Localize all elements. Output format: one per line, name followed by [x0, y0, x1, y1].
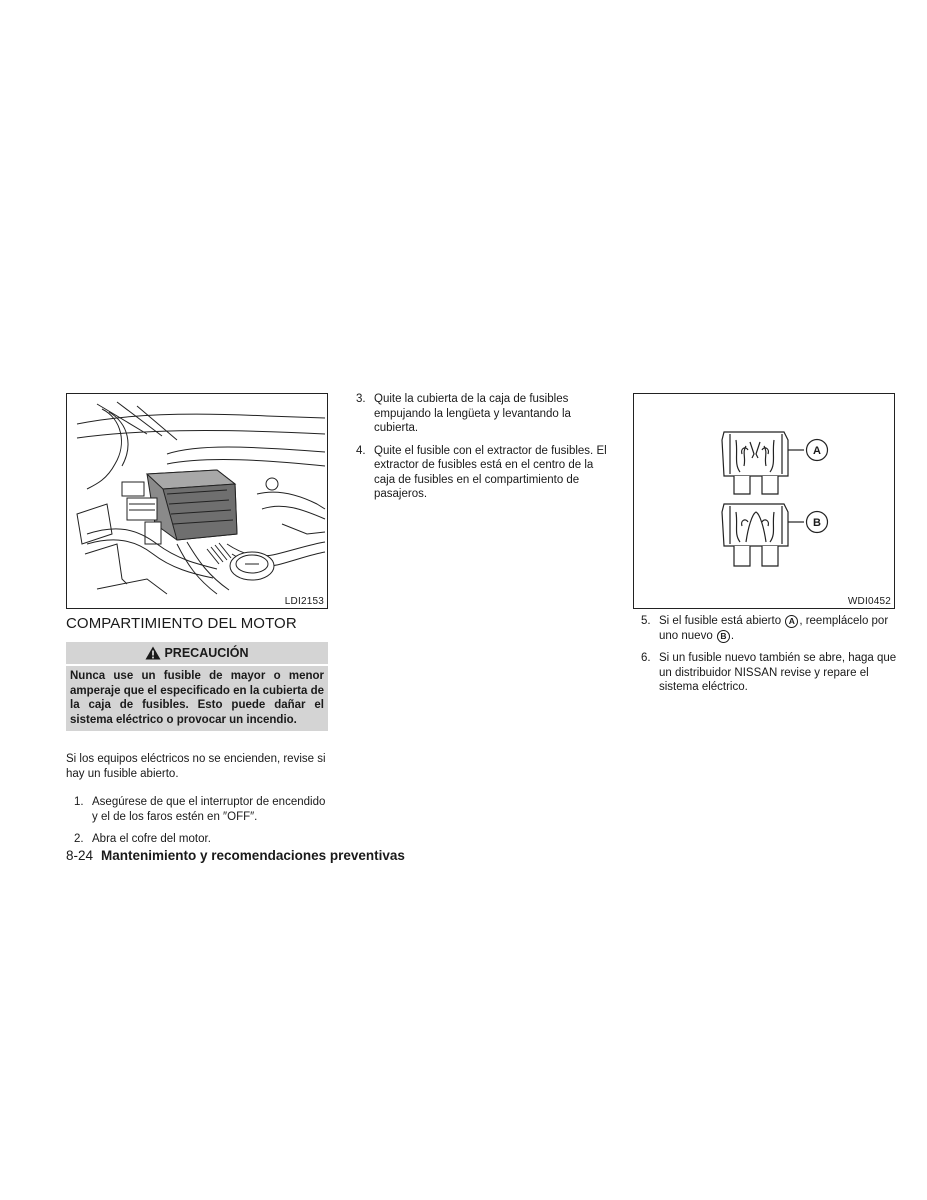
ref-b-badge: B	[717, 630, 730, 643]
step-5	[641, 614, 897, 643]
page-footer	[66, 848, 405, 864]
step-text: Asegúrese de que el interruptor de encendido y el de los faros estén en ″OFF″.	[92, 796, 326, 823]
step-number: 2.	[74, 833, 84, 845]
step-text	[659, 614, 897, 643]
step-number: 6.	[641, 652, 651, 664]
step-text: Quite la cubierta de la caja de fusibles empujando la lengüeta y levantando la cubierta.	[374, 393, 571, 434]
middle-column-text	[356, 392, 613, 502]
step-number: 1.	[74, 796, 84, 808]
step-4	[356, 444, 613, 502]
callout-b: B	[813, 517, 821, 529]
figure-code: WDI0452	[847, 596, 891, 607]
step-text: Quite el fusible con el extractor de fusibles. El extractor de fusibles está en el centro de la caja de fusibles en el compartimiento de pasajeros.	[374, 444, 607, 500]
step-5-part-3: .	[730, 629, 735, 642]
step-5-part-1: Si el fusible está abierto	[659, 615, 782, 627]
engine-compartment-figure	[66, 393, 328, 609]
fuse-illustration	[634, 394, 894, 608]
step-text: Si un fusible nuevo también se abre, haga que un distribuidor NISSAN revise y repare el sistema eléctrico.	[659, 652, 897, 693]
caution-title: PRECAUCIÓN	[164, 646, 249, 660]
intro-paragraph: Si los equipos eléctricos no se encienden, revise si hay un fusible abierto.	[66, 753, 326, 780]
ref-a-badge: A	[785, 615, 798, 628]
step-5-part-2: , reemplácelo por uno nuevo	[659, 615, 889, 642]
step-6	[641, 651, 897, 695]
engine-compartment-illustration	[67, 394, 327, 608]
step-text: Abra el cofre del motor.	[92, 833, 211, 845]
caution-text: Nunca use un fusible de mayor o menor amperaje que el especificado en la cubierta de la caja de fusibles. Esto puede dañar el sistema eléctrico o provocar un incendio.	[70, 670, 324, 726]
step-3	[356, 392, 613, 436]
step-number: 3.	[356, 393, 366, 405]
warning-triangle-icon	[145, 646, 161, 660]
step-number: 5.	[641, 615, 651, 627]
chapter-title: Mantenimiento y recomendaciones preventivas	[101, 848, 405, 863]
figure-code: LDI2153	[284, 596, 324, 607]
caution-box	[66, 642, 328, 731]
step-1	[74, 795, 328, 824]
step-number: 4.	[356, 444, 366, 457]
page-number: 8-24	[66, 848, 94, 863]
step-2	[74, 832, 328, 847]
fuse-figure	[633, 393, 895, 609]
right-column-text	[641, 614, 897, 695]
section-title: COMPARTIMIENTO DEL MOTOR	[66, 615, 297, 632]
left-column-text	[66, 752, 328, 847]
callout-a: A	[813, 445, 821, 457]
caution-header	[66, 642, 328, 666]
